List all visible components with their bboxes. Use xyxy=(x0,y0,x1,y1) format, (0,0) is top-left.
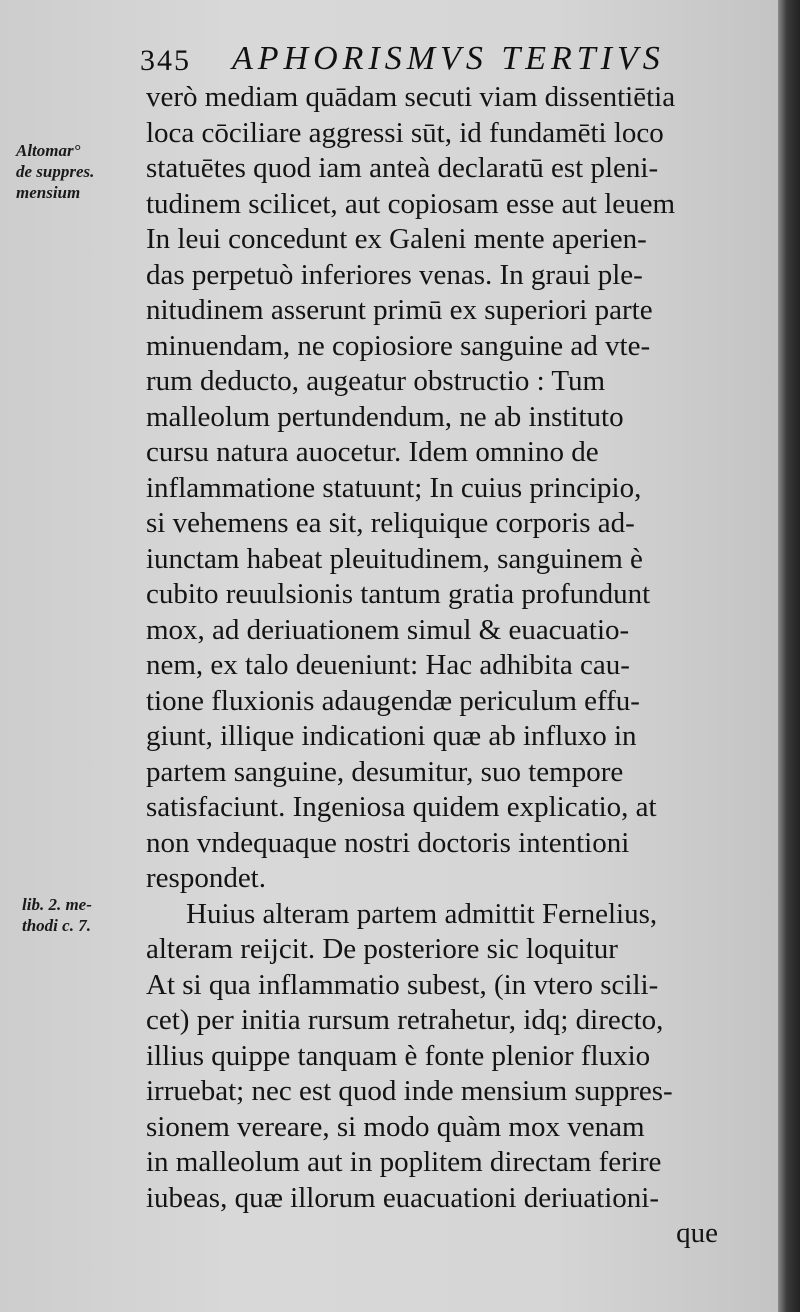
text-line: non vndequaque nostri doctoris intentioni xyxy=(146,826,630,859)
text-line: malleolum pertundendum, ne ab instituto xyxy=(146,400,624,433)
text-line: cet) per initia rursum retrahetur, idq; directo, xyxy=(146,1004,664,1036)
page-number: 345 xyxy=(140,44,191,77)
margin-note-line: mensium xyxy=(16,183,81,202)
text-line: At si qua inflammatio subest, (in vtero scili- xyxy=(146,968,659,1001)
margin-note-line: thodi c. 7. xyxy=(22,916,91,935)
text-line: statuētes quod iam anteà declaratū est pleni- xyxy=(146,152,659,184)
margin-note-methodi xyxy=(22,894,152,936)
margin-note-line: lib. 2. me- xyxy=(22,895,92,914)
text-line: satisfaciunt. Ingeniosa quidem explicatio, at xyxy=(146,791,657,823)
text-line: verò mediam quādam secuti viam dissentiētia xyxy=(146,81,676,113)
text-line: nitudinem asserunt primū ex superiori parte xyxy=(146,294,653,326)
text-line: giunt, illique indicationi quæ ab influxo in xyxy=(146,720,637,752)
text-line: illius quippe tanquam è fonte plenior fluxio xyxy=(146,1039,651,1072)
text-line: irruebat; nec est quod inde mensium suppres- xyxy=(146,1075,673,1107)
text-line: nem, ex talo deueniunt: Hac adhibita cau- xyxy=(146,649,630,681)
text-line: das perpetuò inferiores venas. In graui ple- xyxy=(146,258,643,291)
text-line: iubeas, quæ illorum euacuationi deriuationi- xyxy=(146,1181,660,1214)
text-line: alteram reijcit. De posteriore sic loquitur xyxy=(146,933,618,965)
text-line: rum deducto, augeatur obstructio : Tum xyxy=(146,365,606,397)
book-gutter-shadow xyxy=(778,0,800,1312)
text-line: sionem vereare, si modo quàm mox venam xyxy=(146,1110,645,1143)
text-line: respondet. xyxy=(146,862,266,894)
text-line: In leui concedunt ex Galeni mente aperien- xyxy=(146,223,647,255)
text-line: iunctam habeat pleuitudinem, sanguinem è xyxy=(146,542,643,575)
catchword: que xyxy=(676,1217,718,1249)
text-line: loca cōciliare aggressi sūt, id fundamēti loco xyxy=(146,116,664,149)
text-line: partem sanguine, desumitur, suo tempore xyxy=(146,755,624,788)
text-line: tione fluxionis adaugendæ periculum effu- xyxy=(146,684,640,717)
text-line: si vehemens ea sit, reliquique corporis ad- xyxy=(146,507,635,539)
paragraph-start-line: Huius alteram partem admittit Fernelius, xyxy=(186,897,658,930)
text-line: minuendam, ne copiosiore sanguine ad vte- xyxy=(146,329,651,362)
margin-note-line: de suppres. xyxy=(16,162,95,181)
text-line: cursu natura auocetur. Idem omnino de xyxy=(146,436,599,468)
running-title: APHORISMVS TERTIVS xyxy=(232,40,665,77)
margin-note-altomar xyxy=(16,140,146,203)
text-line: in malleolum aut in poplitem directam ferire xyxy=(146,1146,662,1178)
margin-note-line: Altomar° xyxy=(16,141,81,160)
body-text xyxy=(146,80,726,1252)
text-line: tudinem scilicet, aut copiosam esse aut leuem xyxy=(146,187,676,220)
text-line: mox, ad deriuationem simul & euacuatio- xyxy=(146,613,630,646)
text-line: cubito reuulsionis tantum gratia profundunt xyxy=(146,578,651,610)
text-line: inflammatione statuunt; In cuius principio, xyxy=(146,471,642,504)
